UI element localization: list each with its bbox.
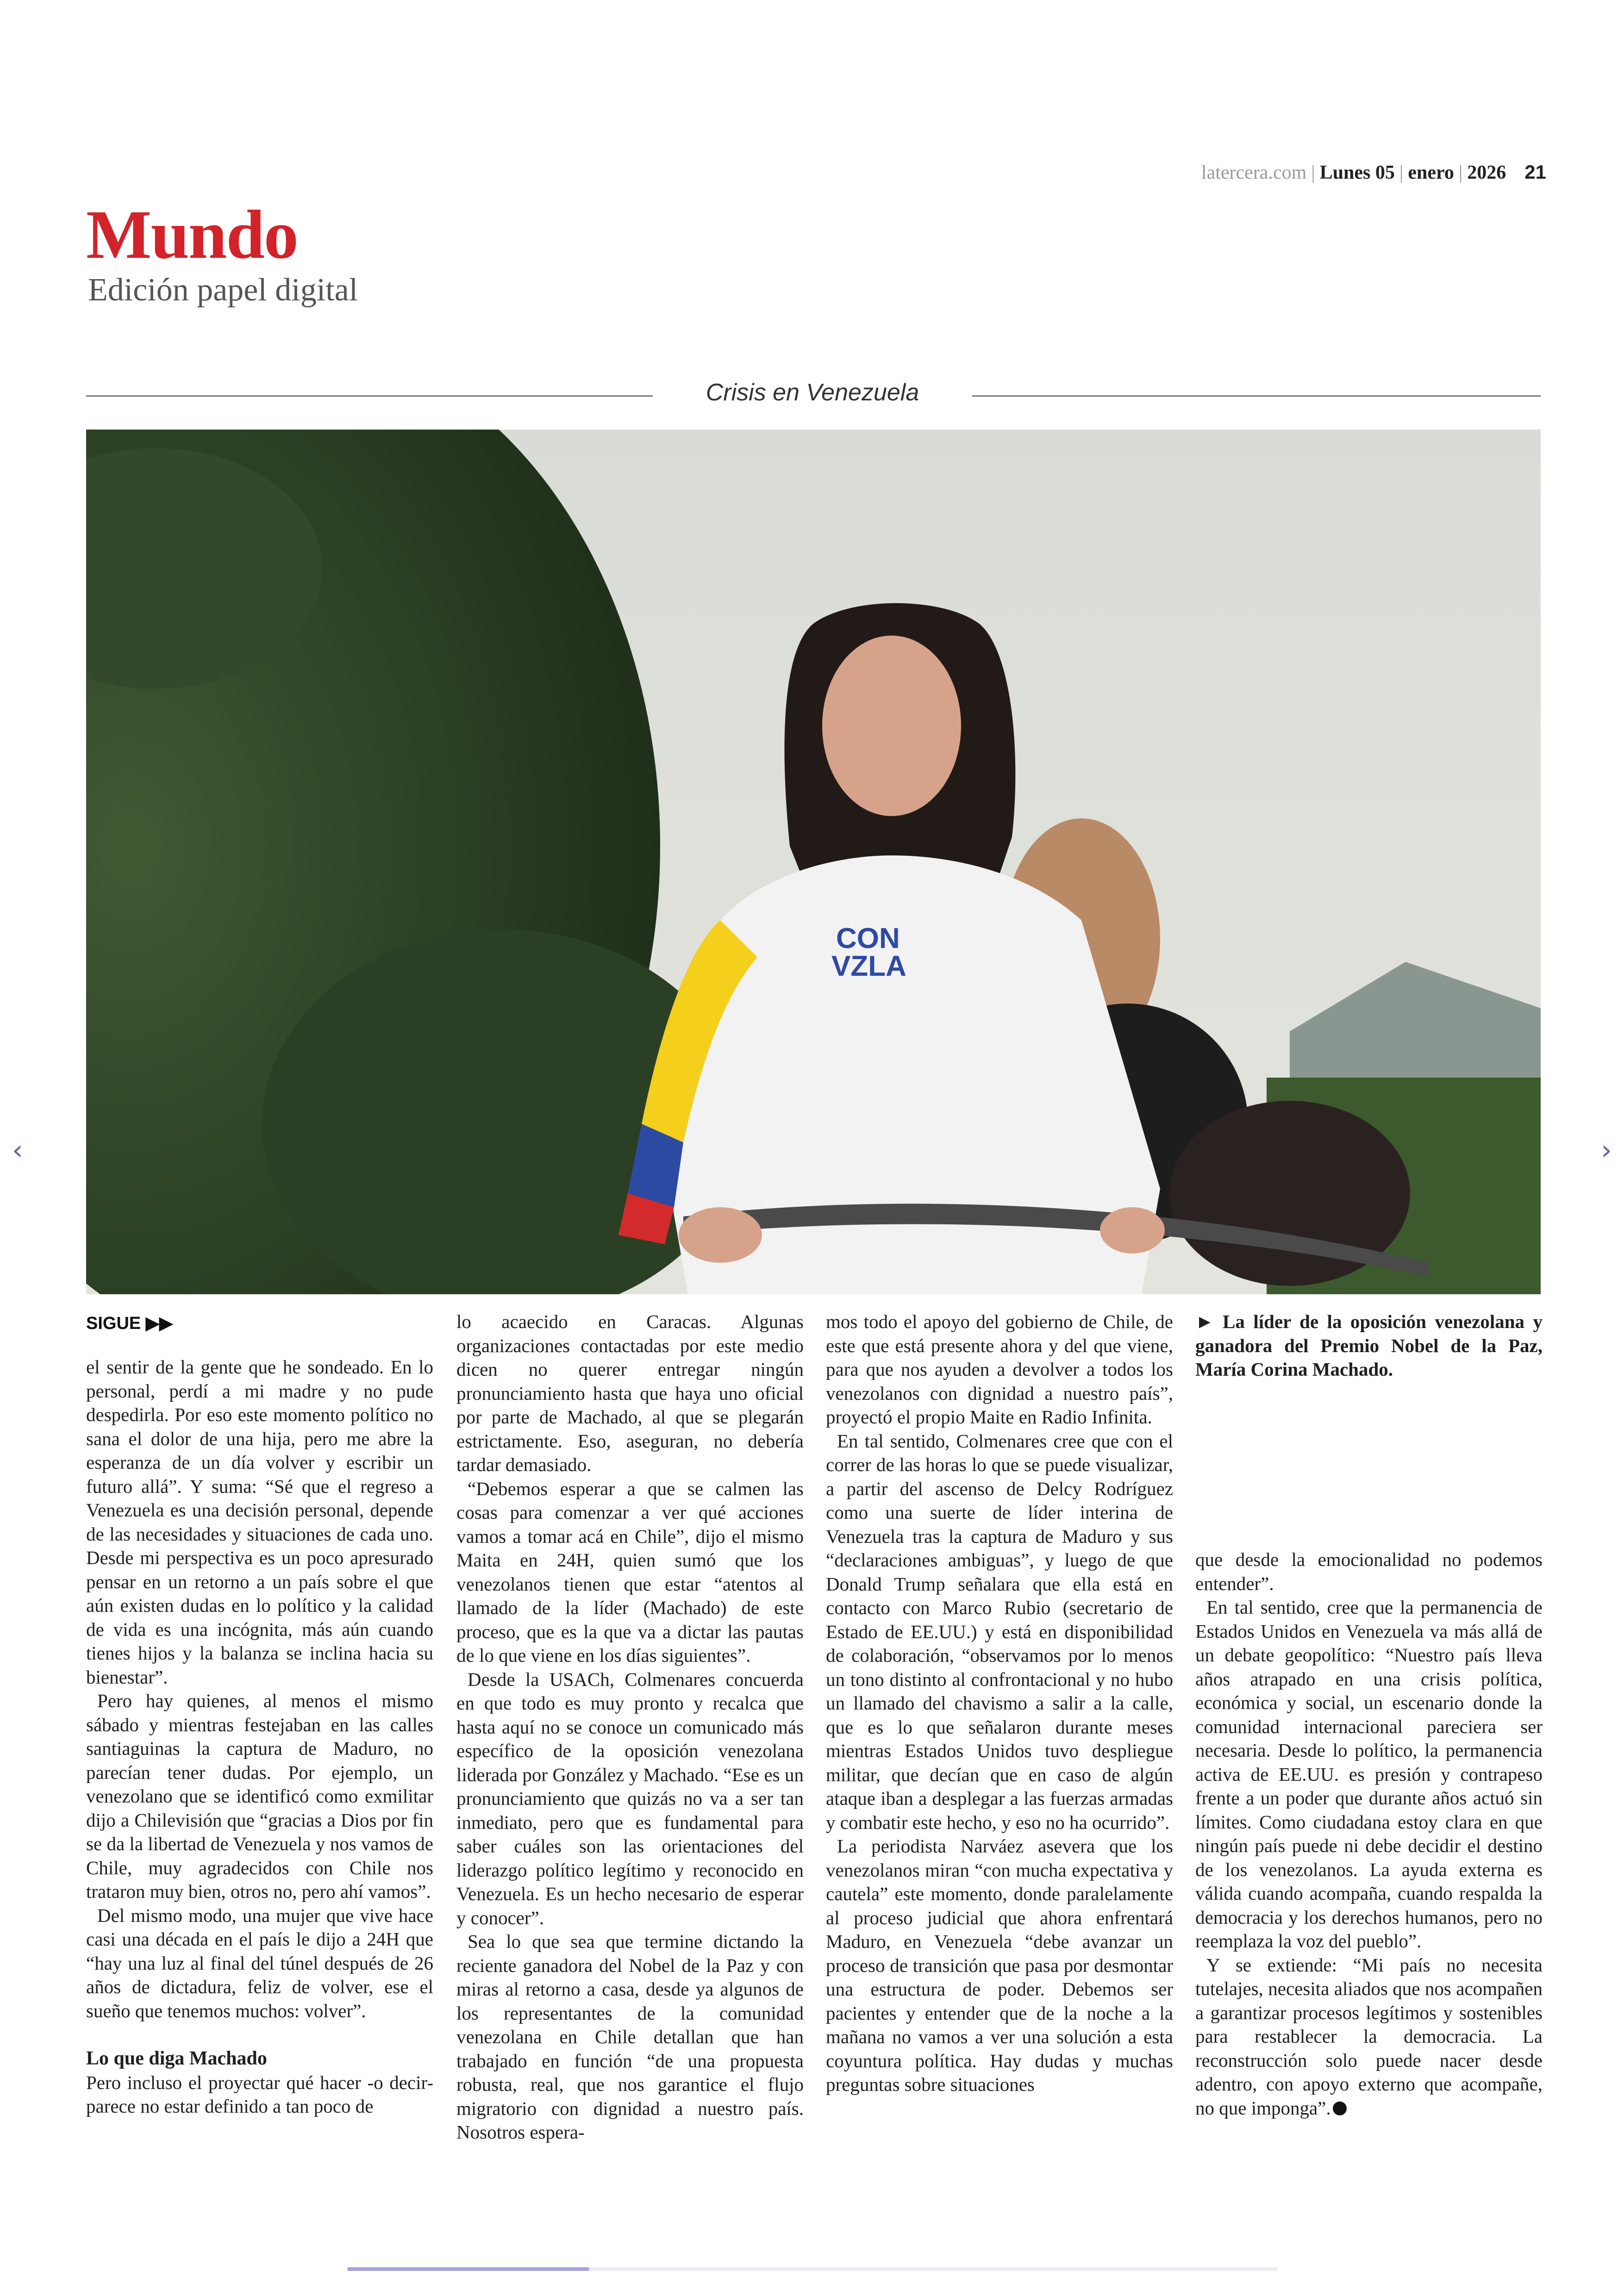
paragraph: Pero incluso el proyectar qué hacer -o decir- parece no estar definido a tan poco de <box>86 2071 433 2117</box>
article-column-3 <box>826 1310 1173 2097</box>
paragraph: que desde la emocionalidad no podemos entender”. <box>1195 1549 1543 1594</box>
chevron-right-icon[interactable]: › <box>1601 1134 1612 1166</box>
issue-weekday: Lunes 05 <box>1319 162 1395 183</box>
article-subhead: Lo que diga Machado <box>86 2048 267 2069</box>
kicker-rule-right <box>972 395 1541 397</box>
paragraph: lo acaecido en Caracas. Algunas organizaciones contactadas por este medio dicen no querer entregar ningún pronunciamiento hasta que haya uno oficial por parte de Machado, al que se plegarán estrictamente. Eso, aseguran, no debería tardar demasiado. <box>456 1311 804 1475</box>
article-column-2 <box>456 1310 804 2145</box>
paragraph: el sentir de la gente que he sondeado. En lo personal, perdí a mi madre y no pude despedirla. Por eso este momento político no sana el dolor de una hija, pero me abre la esperanza de un día volver y escribir un futuro allá”. Y suma: “Sé que el regreso a Venezuela es una decisión personal, depende de las necesidades y situaciones de cada uno. Desde mi perspectiva es un poco apresurado pensar en un retorno a un país sobre el que aún existen dudas en lo político y la calidad de vida es una incógnita, más aún cuando tienes hijos y la balanza se inclina hacia su bienestar”. <box>86 1356 433 1688</box>
page-number: 21 <box>1524 161 1546 183</box>
paragraph: En tal sentido, Colmenares cree que con el correr de las horas lo que se puede visualizar, a partir del ascenso de Delcy Rodríguez como una suerte de líder interina de Venezuela tras la captura de Maduro y sus “declaraciones ambiguas”, y luego de que Donald Trump señalara que ella está en contacto con Marco Rubio (secretario de Estado de EE.UU.) y está en disponibilidad de colaboración, “observamos por lo menos un tono distinto al confrontacional y no hubo un llamado del chavismo a salir a la calle, que es lo que señalaron durante meses mientras Estados Unidos tuvo despliegue militar, que decían que en caso de algún ataque iban a desplegar a las fuerzas armadas y combatir este hecho, y eso no ha ocurrido”. <box>826 1430 1173 1833</box>
shirt-text-vzla: VZLA <box>831 950 906 982</box>
article-column-4 <box>1195 1548 1543 2120</box>
page-header-meta: latercera.com | Lunes 05 | enero | 2026 21 <box>1201 161 1546 183</box>
continued-marker: SIGUE ▶▶ <box>86 1314 173 1333</box>
section-title: Mundo <box>86 196 298 273</box>
site-name: latercera.com <box>1201 162 1307 183</box>
kicker: Crisis en Venezuela <box>706 379 919 406</box>
article-column-1 <box>86 1355 433 2119</box>
photo-caption: ► La líder de la oposición venezolana y ganadora del Premio Nobel de la Paz, María Corina Machado. <box>1195 1311 1543 1380</box>
paragraph: “Debemos esperar a que se calmen las cosas para comenzar a ver qué acciones vamos a tomar acá en Chile”, dijo el mismo Maita en 24H, quien sumó que los venezolanos tienen que estar “atentos al llamado de la líder (Machado) de este proceso, que es la que va a dictar las pautas de lo que viene en los días siguientes”. <box>456 1478 804 1666</box>
issue-year: 2026 <box>1467 162 1506 183</box>
paragraph: Pero hay quienes, al menos el mismo sábado y mientras festejaban en las calles santiaguinas la captura de Maduro, no parecían tener dudas. Por ejemplo, un venezolano que se identificó como exmilitar dijo a Chilevisión que “gracias a Dios por fin se da la libertad de Venezuela y nos vamos de Chile, muy agradecidos con Chile nos trataron muy bien, otros no, pero ahí vamos”. <box>86 1690 433 1902</box>
kicker-rule-left <box>86 395 653 397</box>
scroll-progress-track[interactable] <box>347 2267 1278 2271</box>
paragraph: En tal sentido, cree que la permanencia de Estados Unidos en Venezuela va más allá de un debate geopolítico: “Nuestro país lleva años atrapado en una crisis política, económica y social, un escenario donde la comunidad internacional pareciera ser necesaria. Desde lo político, la permanencia activa de EE.UU. es presión y contrapeso frente a un poder que durante años actuó sin límites. Como ciudadana estoy clara en que ningún país puede ni debe decidir el destino de los venezolanos. La ayuda externa es válida cuando acompaña, cuando respalda la democracia y los derechos humanos, pero no reemplaza la voz del pueblo”. <box>1195 1597 1543 1952</box>
paragraph: Sea lo que sea que termine dictando la reciente ganadora del Nobel de la Paz y con miras al retorno a casa, desde ya algunos de los representantes de la comunidad venezolana en Chile detallan que han trabajado en función “de una propuesta robusta, real, que nos garantice el flujo migratorio con dignidad a nuestro país. Nosotros espera- <box>456 1931 804 2143</box>
paragraph <box>1195 1953 1543 2120</box>
scroll-progress-thumb[interactable] <box>347 2267 589 2271</box>
issue-month: enero <box>1408 162 1454 183</box>
edition-label: Edición papel digital <box>88 272 358 308</box>
shirt-text-con: CON <box>836 923 900 954</box>
article-photo <box>86 430 1541 1294</box>
paragraph: Del mismo modo, una mujer que vive hace casi una década en el país le dijo a 24H que “hay una luz al final del túnel después de 26 años de dictadura, feliz de volver, ese el sueño que tenemos muchos: volver”. <box>86 1904 433 2021</box>
end-mark-icon <box>1333 2102 1347 2115</box>
paragraph: Desde la USACh, Colmenares concuerda en que todo es muy pronto y recalca que hasta aquí no se conoce un comunicado más específico de la oposición venezolana liderada por González y Machado. “Ese es un pronunciamiento que quizás no va a ser tan inmediato, pero que es fundamental para saber cuáles son las orientaciones del liderazgo político legítimo y reconocido en Venezuela. Es un hecho necesario de esperar y conocer”. <box>456 1668 804 1928</box>
paragraph: La periodista Narváez asevera que los venezolanos miran “con mucha expectativa y cautela” este momento, donde paralelamente al proceso judicial que ahora enfrentará Maduro, en Venezuela “debe avanzar un proceso de transición que pasa por desmontar una estructura de poder. Debemos ser pacientes y entender que de la noche a la mañana no vamos a ver una solución a esta coyuntura política. Hay dudas y muchas preguntas sobre situaciones <box>826 1835 1173 2095</box>
paragraph-text: Y se extiende: “Mi país no necesita tutelajes, necesita aliados que nos acompañen a garantizar procesos legítimos y sostenibles para restablecer la democracia. La reconstrucción solo puede nacer desde adentro, con apoyo externo que acompañe, no que imponga”. <box>1195 1954 1543 2119</box>
paragraph: mos todo el apoyo del gobierno de Chile, de este que está presente ahora y del que viene, para que nos ayuden a devolver a todos los venezolanos con dignidad a nuestro país”, proyectó el propio Maite en Radio Infinita. <box>826 1311 1173 1428</box>
chevron-left-icon[interactable]: ‹ <box>12 1134 23 1166</box>
